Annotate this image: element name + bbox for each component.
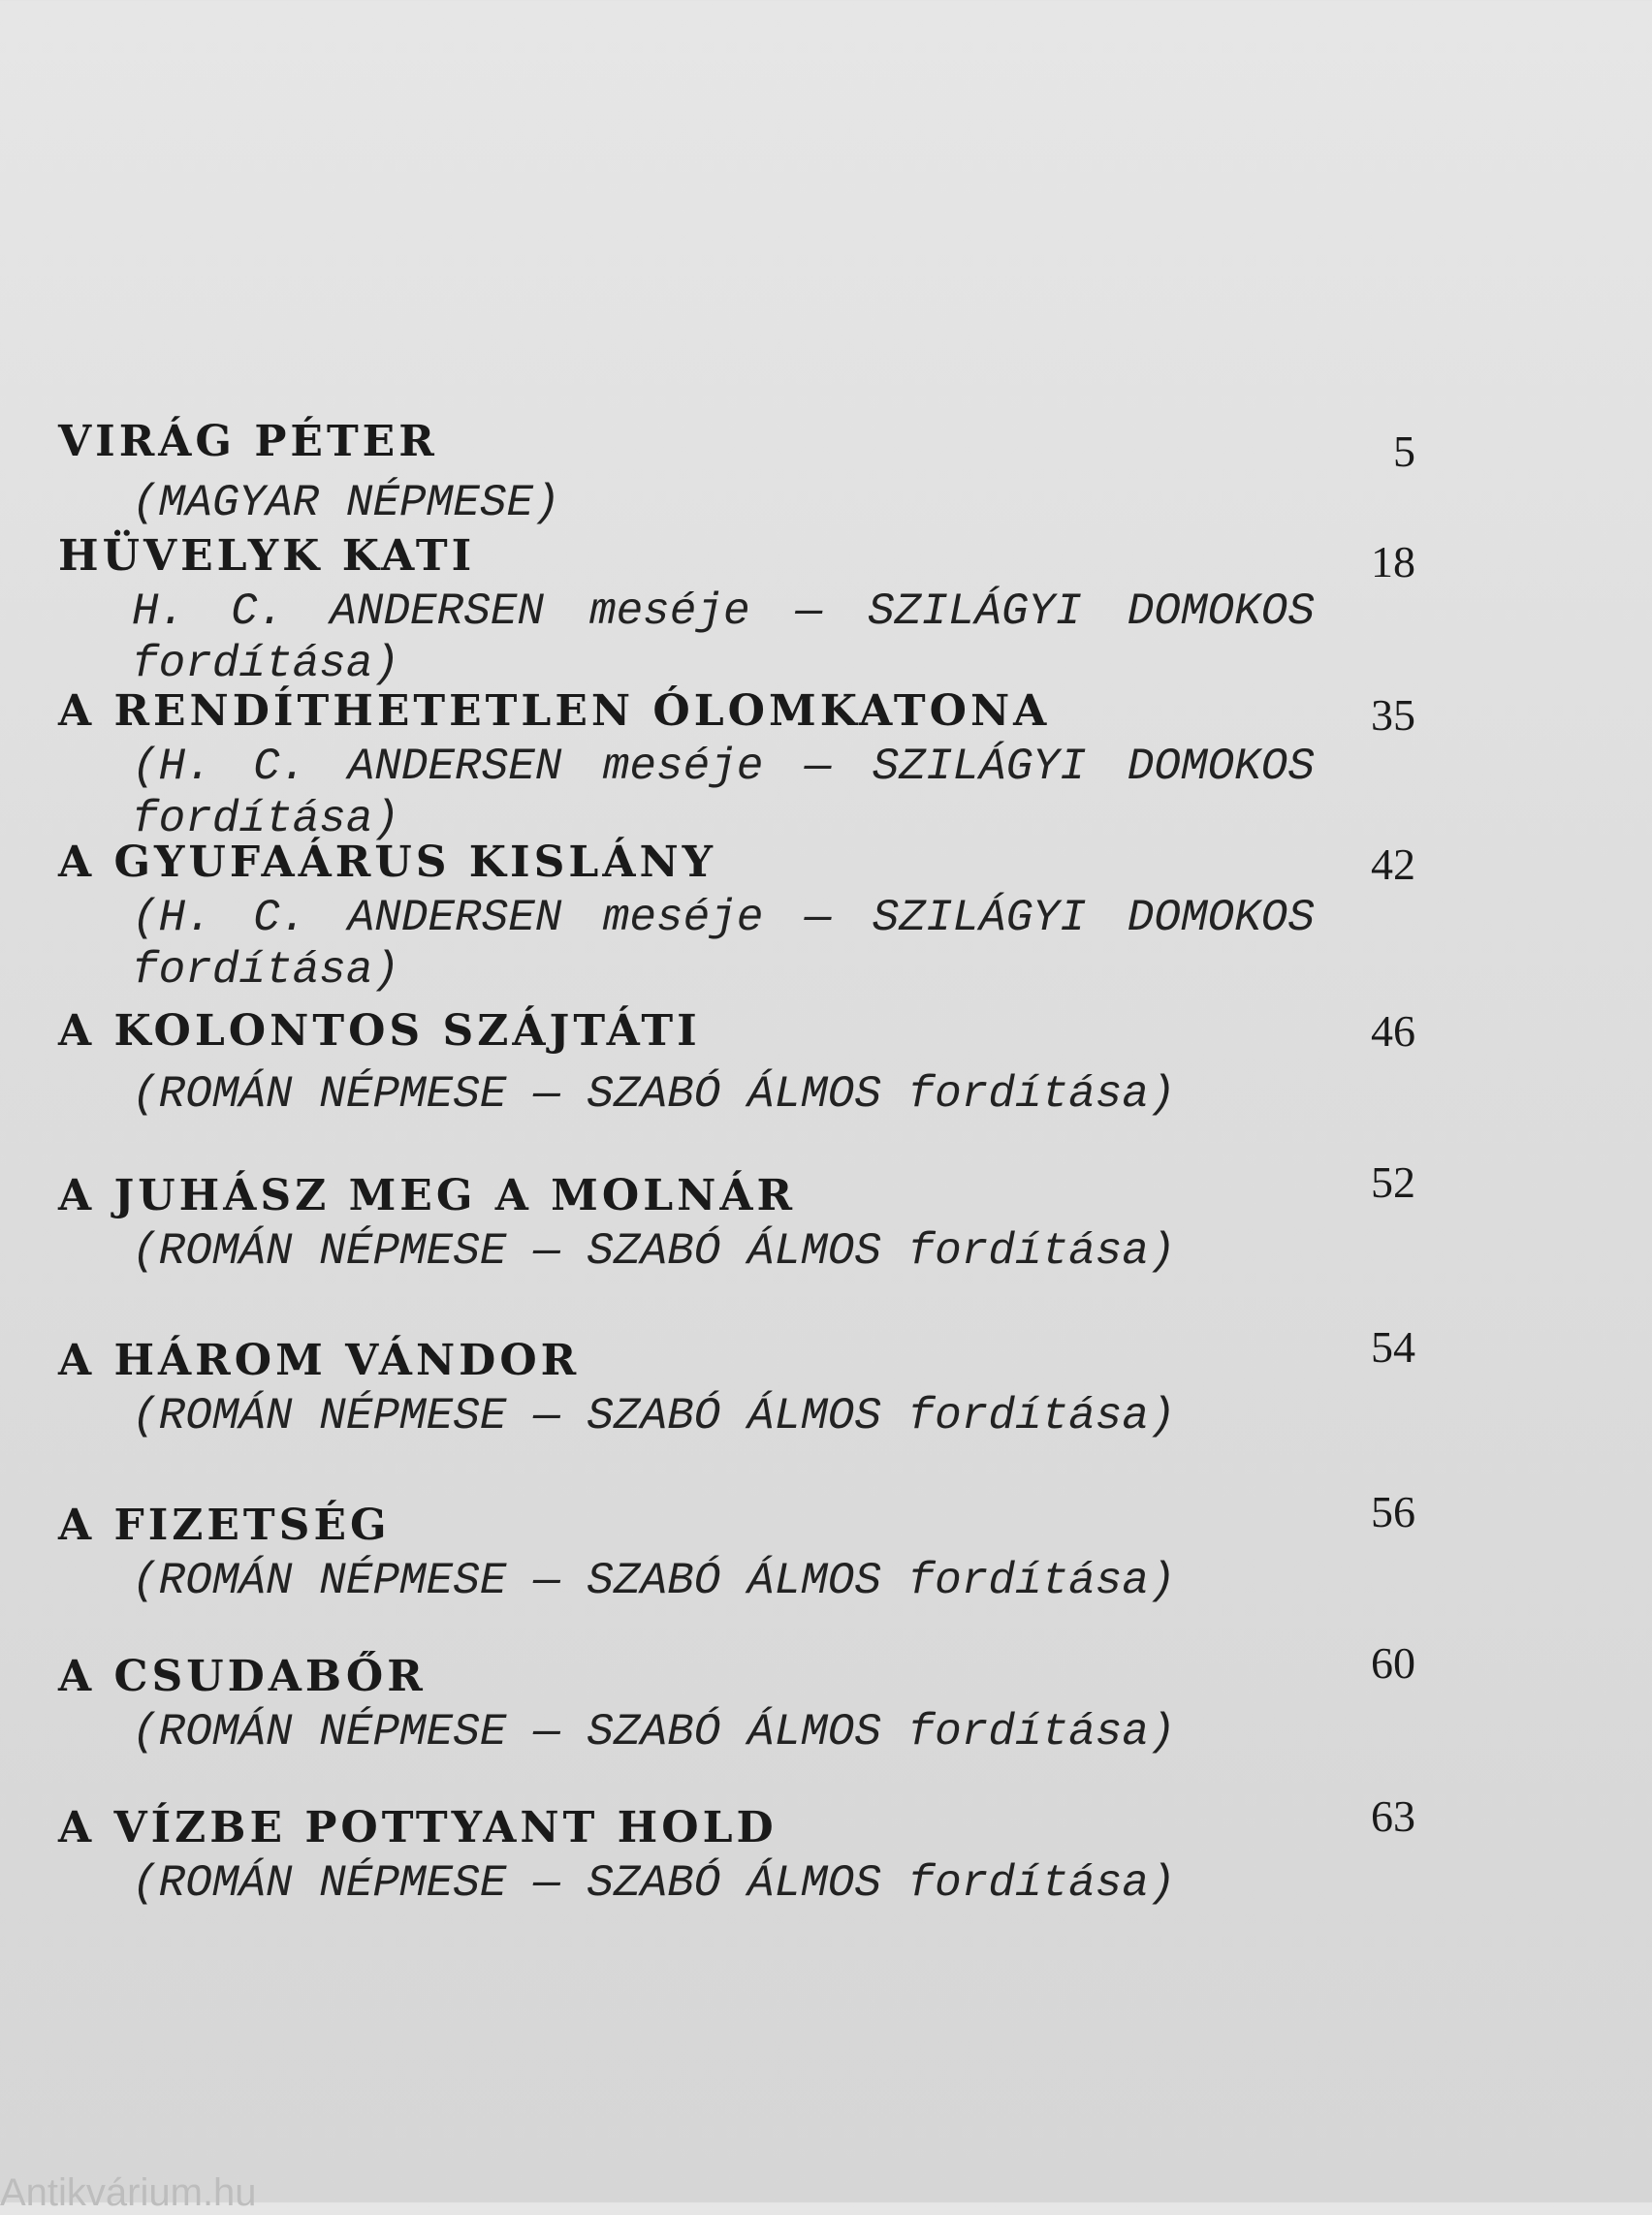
toc-entry: [58, 415, 1415, 528]
toc-entry: [58, 529, 1415, 688]
toc-entry: [58, 1004, 1415, 1120]
story-title: VIRÁG PÉTER: [58, 417, 438, 466]
story-title: A FIZETSÉG: [58, 1501, 391, 1550]
page-number: 42: [1371, 839, 1415, 889]
watermark: Antikvárium.hu: [0, 2171, 257, 2214]
story-credit: (ROMÁN NÉPMESE — SZABÓ ÁLMOS fordítása): [132, 1858, 1176, 1909]
story-credit: (ROMÁN NÉPMESE — SZABÓ ÁLMOS fordítása): [132, 1226, 1176, 1277]
page-number: 56: [1371, 1487, 1415, 1536]
page-number: 52: [1371, 1157, 1415, 1207]
story-title: HÜVELYK KATI: [58, 531, 476, 581]
story-title: A CSUDABŐR: [58, 1652, 427, 1701]
story-credit: (ROMÁN NÉPMESE — SZABÓ ÁLMOS fordítása): [132, 1707, 1176, 1757]
story-credit: (MAGYAR NÉPMESE): [132, 478, 560, 528]
toc-entry: [58, 1169, 1415, 1276]
story-title: A HÁROM VÁNDOR: [58, 1336, 581, 1385]
page-number: 35: [1371, 690, 1415, 740]
page-number: 54: [1371, 1322, 1415, 1372]
story-credit: (H. C. ANDERSEN meséje — SZILÁGYI DOMOKOS fordítása): [132, 742, 1315, 844]
page-number: 60: [1371, 1638, 1415, 1688]
page-number: 46: [1371, 1006, 1415, 1056]
story-title: A RENDÍTHETETLEN ÓLOMKATONA: [58, 686, 1051, 736]
story-title: A JUHÁSZ MEG A MOLNÁR: [58, 1171, 797, 1220]
toc-entry: [58, 1650, 1415, 1756]
story-credit: (ROMÁN NÉPMESE — SZABÓ ÁLMOS fordítása): [132, 1391, 1176, 1441]
story-title: A KOLONTOS SZÁJTÁTI: [58, 1006, 701, 1056]
toc-entry: [58, 1801, 1415, 1908]
story-credit: (H. C. ANDERSEN meséje — SZILÁGYI DOMOKOS fordítása): [132, 893, 1315, 996]
story-credit: (ROMÁN NÉPMESE — SZABÓ ÁLMOS fordítása): [132, 1556, 1176, 1606]
page-number: 5: [1393, 427, 1415, 476]
toc-entry: [58, 684, 1415, 843]
toc-entry: [58, 836, 1415, 995]
story-title: A GYUFAÁRUS KISLÁNY: [58, 838, 717, 887]
toc-entry: [58, 1334, 1415, 1440]
toc-entry: [58, 1499, 1415, 1605]
story-title: A VÍZBE POTTYANT HOLD: [58, 1803, 778, 1852]
page-number: 18: [1371, 537, 1415, 586]
story-credit: H. C. ANDERSEN meséje — SZILÁGYI DOMOKOS fordítása): [132, 586, 1315, 689]
story-credit: (ROMÁN NÉPMESE — SZABÓ ÁLMOS fordítása): [132, 1069, 1176, 1120]
page-number: 63: [1371, 1791, 1415, 1841]
